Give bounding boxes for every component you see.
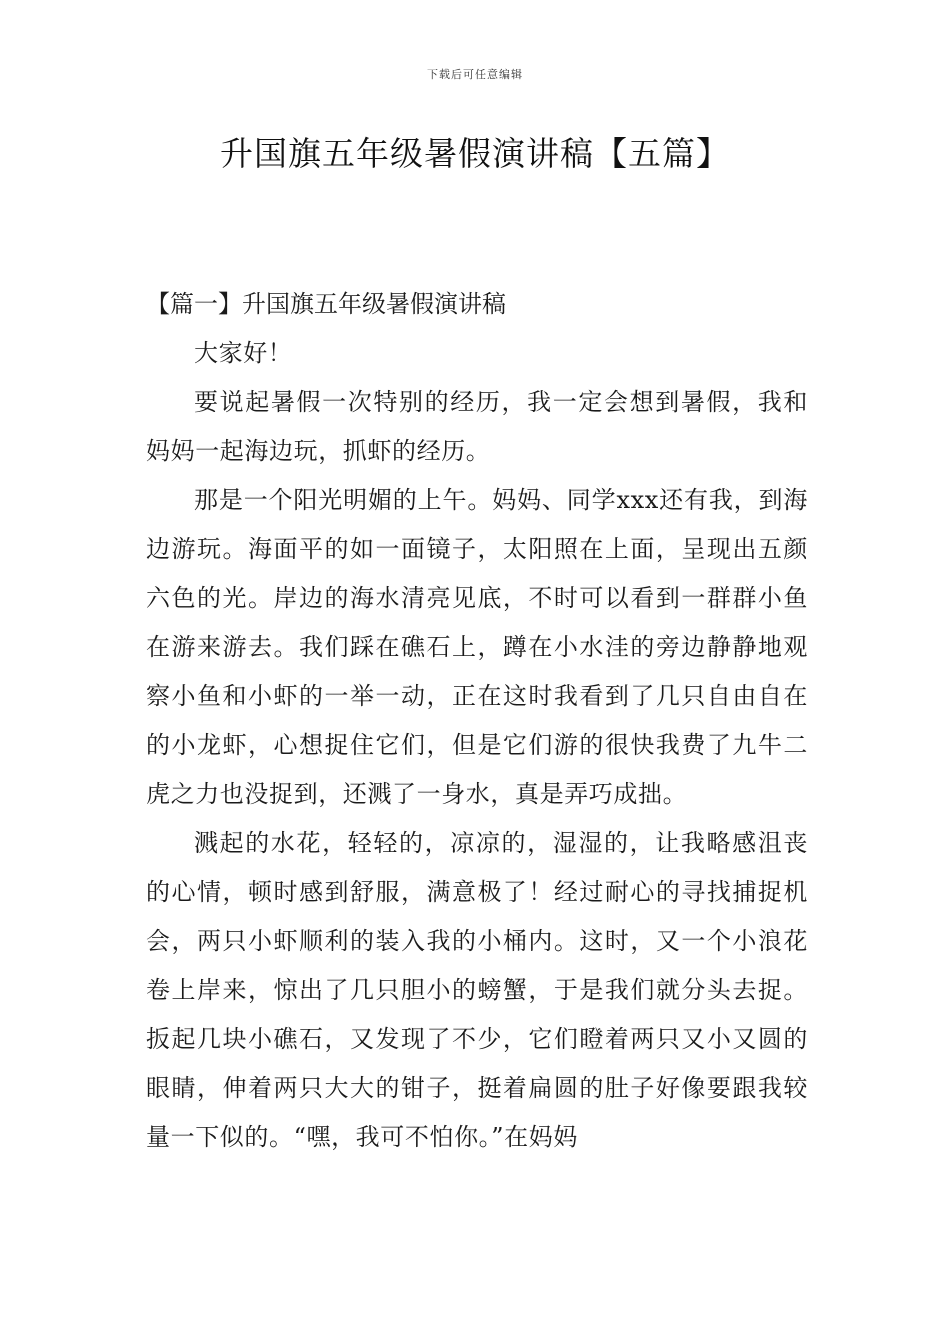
paragraph-intro: 要说起暑假一次特别的经历，我一定会想到暑假，我和妈妈一起海边玩，抓虾的经历。 [146,388,808,465]
section-heading: 【篇一】升国旗五年级暑假演讲稿 [146,290,506,318]
document-body [146,280,808,1162]
paragraph-splash: 溅起的水花，轻轻的，凉凉的，湿湿的，让我略感沮丧的心情，顿时感到舒服，满意极了！经过耐心的寻找捕捉机会，两只小虾顺利的装入我的小桶内。这时，又一个小浪花卷上岸来，惊出了几只胆小的螃蟹，于是我们就分头去捉。扳起几块小礁石，又发现了不少，它们瞪着两只又小又圆的眼睛，伸着两只大大的钳子，挺着扁圆的肚子好像要跟我较量一下似的。“嘿，我可不怕你。”在妈妈 [146,829,808,1151]
document-title: 升国旗五年级暑假演讲稿【五篇】 [220,134,730,173]
header-note: 下载后可任意编辑 [427,68,523,81]
paragraph-beach: 那是一个阳光明媚的上午。妈妈、同学xxx还有我，到海边游玩。海面平的如一面镜子，太阳照在上面，呈现出五颜六色的光。岸边的海水清亮见底，不时可以看到一群群小鱼在游来游去。我们踩在礁石上，蹲在小水洼的旁边静静地观察小鱼和小虾的一举一动，正在这时我看到了几只自由自在的小龙虾，心想捉住它们，但是它们游的很快我费了九牛二虎之力也没捉到，还溅了一身水，真是弄巧成拙。 [146,486,808,808]
paragraph-greeting: 大家好！ [194,339,293,367]
